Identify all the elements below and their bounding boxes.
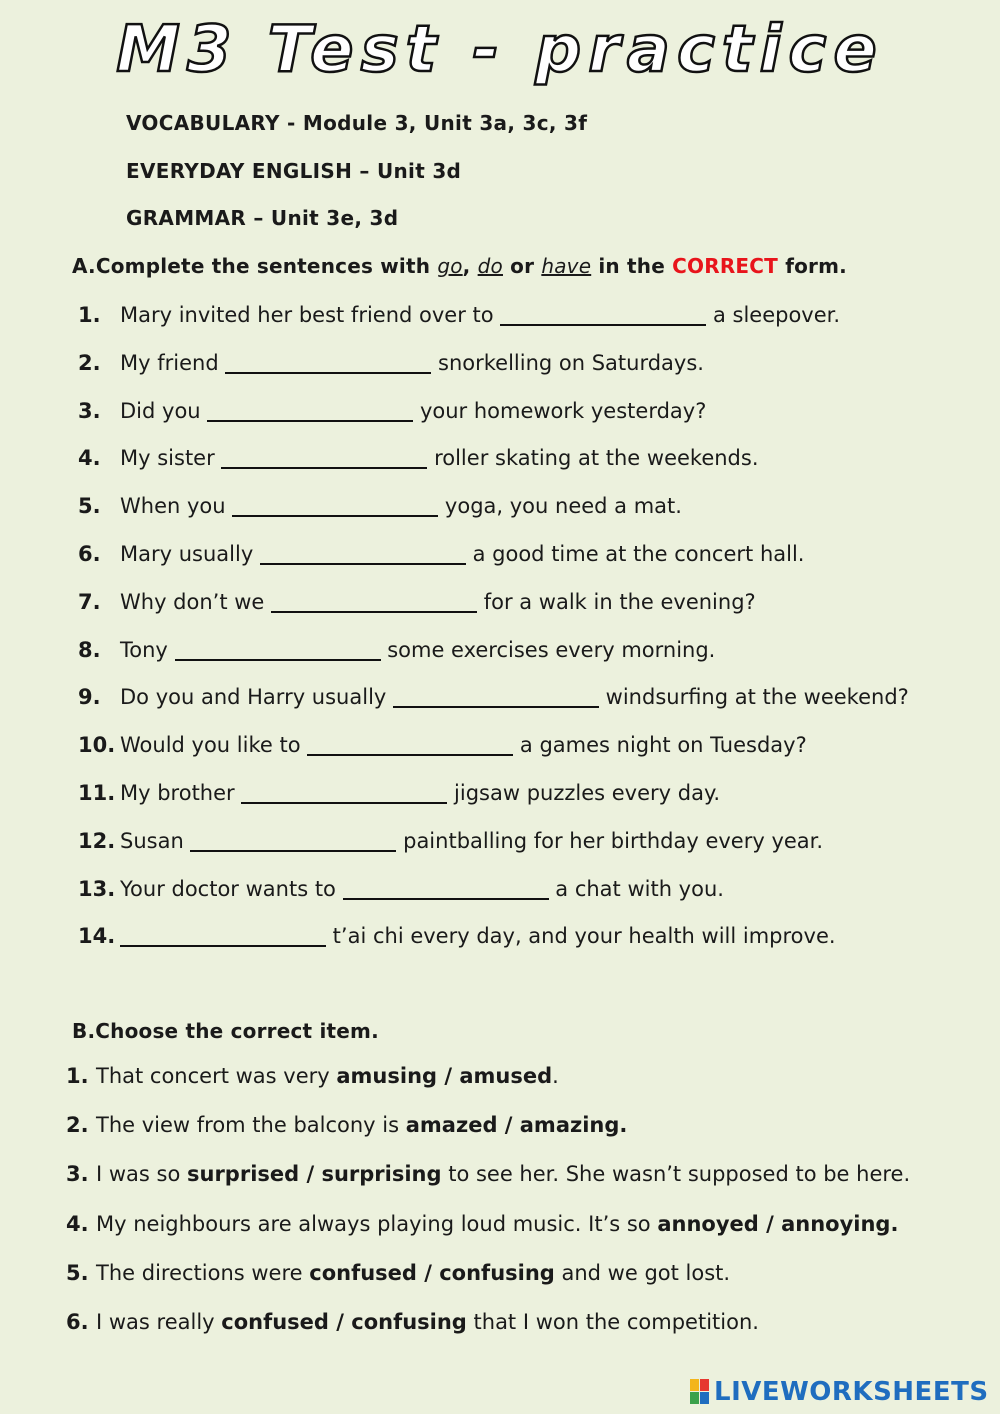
sentence-end: jigsaw puzzles every day.: [447, 781, 721, 805]
answer-choice[interactable]: annoyed / annoying.: [657, 1211, 899, 1236]
answer-blank[interactable]: [225, 352, 431, 374]
answer-blank[interactable]: [260, 543, 466, 565]
sentence-end: and we got lost.: [554, 1260, 731, 1285]
instruction-text: form.: [778, 254, 847, 278]
sentence-end: windsurfing at the weekend?: [599, 685, 909, 710]
answer-blank[interactable]: [500, 304, 706, 326]
sentence-start: My sister: [120, 446, 222, 471]
item-sentence: [96, 1259, 730, 1287]
sentence-start: Did you: [120, 398, 208, 423]
brand-name: LIVEWORKSHEETS: [714, 1377, 989, 1407]
item-sentence: [120, 922, 836, 950]
instruction-text: Complete the sentences with: [95, 254, 438, 278]
answer-choice[interactable]: surprised / surprising: [187, 1162, 442, 1187]
page-title: M3 Test - practice: [116, 13, 884, 87]
answer-blank[interactable]: [120, 925, 326, 947]
sentence-end: a sleepover.: [706, 303, 841, 327]
item-sentence: [120, 444, 759, 472]
item-number: 5.: [78, 494, 101, 519]
sentence-start: Why don’t we: [120, 589, 272, 614]
grammar-scope: GRAMMAR – Unit 3e, 3d: [126, 206, 399, 230]
item-sentence: [96, 1160, 910, 1188]
item-sentence: [120, 779, 720, 807]
separator: or: [502, 254, 542, 278]
item-sentence: [120, 875, 724, 903]
section-letter: A.: [72, 254, 96, 278]
sentence-start: My brother: [120, 781, 242, 805]
item-sentence: [96, 1210, 898, 1238]
answer-blank[interactable]: [393, 686, 599, 708]
item-number: 11.: [78, 781, 116, 805]
item-sentence: [120, 301, 840, 329]
sentence-end: paintballing for her birthday every year.: [396, 828, 824, 853]
sentence-end: roller skating at the weekends.: [427, 446, 759, 471]
item-sentence: [120, 588, 756, 616]
sentence-start: My friend: [120, 350, 226, 375]
item-number: 10.: [78, 733, 116, 758]
section-a-heading: [72, 254, 847, 278]
item-number: 14.: [78, 924, 116, 949]
sentence-end: yoga, you need a mat.: [438, 494, 682, 519]
sentence-end: a chat with you.: [548, 876, 724, 901]
sentence-start: Do you and Harry usually: [120, 685, 393, 710]
sentence-end: snorkelling on Saturdays.: [431, 350, 704, 375]
item-number: 2.: [78, 350, 101, 375]
sentence-start: Tony: [120, 637, 175, 662]
word-do: do: [477, 254, 503, 278]
item-sentence: [96, 1062, 559, 1090]
item-sentence: [120, 827, 823, 855]
sentence-start: Your doctor wants to: [120, 876, 343, 901]
instruction-text: Choose the correct item.: [95, 1019, 379, 1043]
sentence-end: some exercises every morning.: [380, 637, 716, 662]
item-number: 6.: [78, 542, 101, 566]
item-number: 2.: [66, 1113, 89, 1138]
sentence-start: Mary invited her best friend over to: [120, 303, 501, 327]
answer-choice[interactable]: amazed / amazing.: [405, 1113, 628, 1138]
sentence-start: The directions were: [96, 1260, 310, 1285]
item-sentence: [120, 731, 807, 759]
correct-emphasis: CORRECT: [672, 254, 779, 278]
item-number: 1.: [78, 303, 101, 327]
item-sentence: [120, 349, 704, 377]
sentence-end: to see her. She wasn’t supposed to be here.: [441, 1162, 911, 1187]
item-number: 13.: [78, 876, 116, 901]
sentence-end: for a walk in the evening?: [477, 589, 756, 614]
item-sentence: [120, 540, 804, 568]
item-number: 4.: [66, 1211, 89, 1236]
item-sentence: [96, 1111, 627, 1139]
sentence-end: .: [552, 1064, 559, 1088]
sentence-start: When you: [120, 494, 233, 519]
item-sentence: [96, 1308, 759, 1336]
sentence-end: that I won the competition.: [466, 1310, 759, 1334]
item-number: 3.: [66, 1162, 89, 1187]
item-number: 1.: [66, 1064, 89, 1088]
answer-choice[interactable]: confused / confusing: [309, 1260, 555, 1285]
item-sentence: [120, 636, 715, 664]
item-number: 3.: [78, 398, 101, 423]
answer-blank[interactable]: [307, 734, 513, 756]
item-sentence: [120, 683, 909, 711]
instruction-text: in the: [591, 254, 673, 278]
sentence-end: t’ai chi every day, and your health will improve.: [326, 924, 836, 949]
sentence-start: Susan: [120, 828, 191, 853]
answer-choice[interactable]: confused / confusing: [221, 1310, 467, 1334]
word-have: have: [541, 254, 592, 278]
separator: ,: [462, 254, 478, 278]
liveworksheets-logo-icon: [690, 1379, 710, 1405]
sentence-start: My neighbours are always playing loud music. It’s so: [96, 1211, 658, 1236]
item-sentence: [120, 492, 682, 520]
word-go: go: [437, 254, 463, 278]
item-number: 12.: [78, 828, 116, 853]
answer-blank[interactable]: [271, 591, 477, 613]
section-letter: B.: [72, 1019, 96, 1043]
liveworksheets-brand[interactable]: [690, 1377, 989, 1407]
sentence-end: a games night on Tuesday?: [513, 733, 807, 758]
sentence-end: your homework yesterday?: [413, 398, 707, 423]
answer-blank[interactable]: [207, 400, 413, 422]
vocabulary-scope: VOCABULARY - Module 3, Unit 3a, 3c, 3f: [126, 111, 588, 135]
sentence-end: a good time at the concert hall.: [465, 542, 805, 566]
sentence-start: I was so: [96, 1162, 187, 1187]
section-b-heading: [72, 1019, 379, 1043]
answer-blank[interactable]: [232, 495, 438, 517]
sentence-start: That concert was very: [96, 1064, 337, 1088]
item-number: 4.: [78, 446, 101, 471]
answer-blank[interactable]: [190, 830, 396, 852]
answer-choice[interactable]: amusing / amused: [336, 1064, 553, 1088]
answer-blank[interactable]: [241, 782, 447, 804]
everyday-english-scope: EVERYDAY ENGLISH – Unit 3d: [126, 159, 462, 183]
item-number: 8.: [78, 637, 101, 662]
sentence-start: The view from the balcony is: [96, 1113, 406, 1138]
answer-blank[interactable]: [175, 639, 381, 661]
sentence-start: Would you like to: [120, 733, 308, 758]
item-number: 5.: [66, 1260, 89, 1285]
item-sentence: [120, 397, 706, 425]
answer-blank[interactable]: [343, 878, 549, 900]
item-number: 6.: [66, 1310, 89, 1334]
item-number: 9.: [78, 685, 101, 710]
item-number: 7.: [78, 589, 101, 614]
sentence-start: I was really: [96, 1310, 222, 1334]
answer-blank[interactable]: [221, 447, 427, 469]
sentence-start: Mary usually: [120, 542, 260, 566]
